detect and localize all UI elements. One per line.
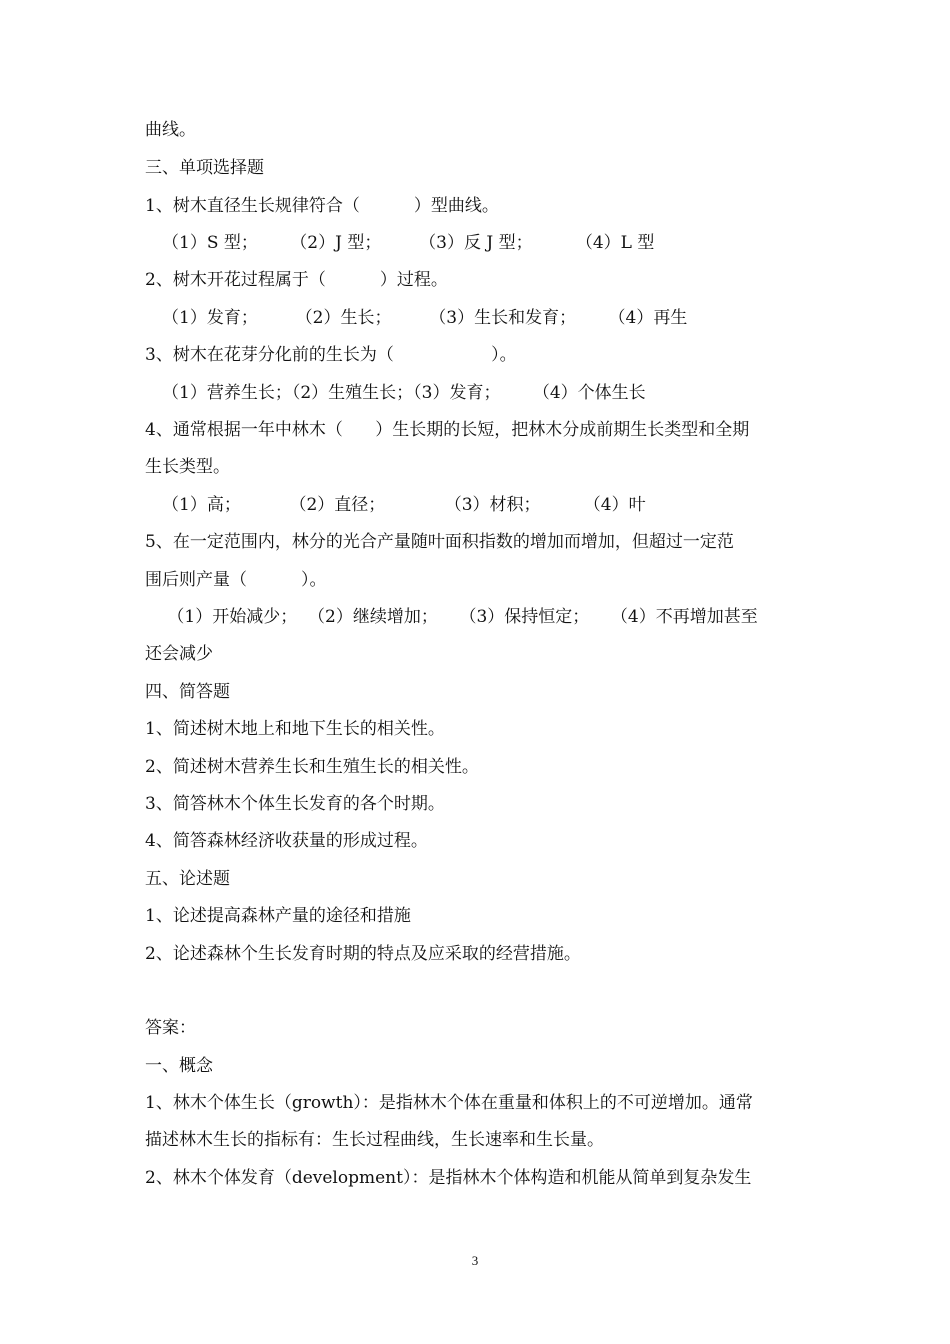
options-line: （1）开始减少； （2）继续增加； （3）保持恒定； （4）不再增加甚至 — [162, 607, 758, 627]
question-line: 2、简述树木营养生长和生殖生长的相关性。 — [145, 757, 479, 777]
page-number: 3 — [471, 1253, 479, 1268]
question-line: 3、简答林木个体生长发育的各个时期。 — [145, 794, 445, 814]
question-line: 1、论述提高森林产量的途径和措施 — [145, 906, 411, 926]
question-line: 3、树木在花芽分化前的生长为（ ）。 — [145, 345, 517, 365]
answer-line-cont: 描述林木生长的指标有：生长过程曲线，生长速率和生长量。 — [145, 1130, 604, 1150]
section-heading: 五、论述题 — [145, 869, 230, 889]
options-line: （1）高； （2）直径； （3）材积； （4）叶 — [162, 495, 646, 515]
options-line: （1）S 型； （2）J 型； （3）反 J 型； （4）L 型 — [162, 233, 655, 253]
question-line: 2、树木开花过程属于（ ）过程。 — [145, 270, 448, 290]
options-line: （1）营养生长；（2）生殖生长；（3）发育； （4）个体生长 — [162, 383, 646, 403]
question-line: 1、简述树木地上和地下生长的相关性。 — [145, 719, 445, 739]
section-heading: 三、单项选择题 — [145, 158, 264, 178]
question-line: 2、论述森林个生长发育时期的特点及应采取的经营措施。 — [145, 944, 581, 964]
question-line: 5、在一定范围内，林分的光合产量随叶面积指数的增加而增加，但超过一定范 — [145, 532, 734, 552]
text-line: 曲线。 — [145, 120, 196, 140]
options-line-cont: 还会减少 — [145, 644, 213, 664]
options-line: （1）发育； （2）生长； （3）生长和发育； （4）再生 — [162, 308, 688, 328]
question-line-cont: 生长类型。 — [145, 457, 230, 477]
question-line: 1、树木直径生长规律符合（ ）型曲线。 — [145, 196, 499, 216]
question-line-cont: 围后则产量（ ）。 — [145, 570, 327, 590]
section-heading: 四、简答题 — [145, 682, 230, 702]
answer-line: 2、林木个体发育（development）：是指林木个体构造和机能从简单到复杂发生 — [145, 1168, 752, 1188]
answer-line: 1、林木个体生长（growth）：是指林木个体在重量和体积上的不可逆增加。通常 — [145, 1093, 753, 1113]
section-heading: 一、概念 — [145, 1056, 213, 1076]
question-line: 4、简答森林经济收获量的形成过程。 — [145, 831, 428, 851]
answers-heading: 答案： — [145, 1018, 196, 1038]
question-line: 4、通常根据一年中林木（ ）生长期的长短，把林木分成前期生长类型和全期 — [145, 420, 750, 440]
